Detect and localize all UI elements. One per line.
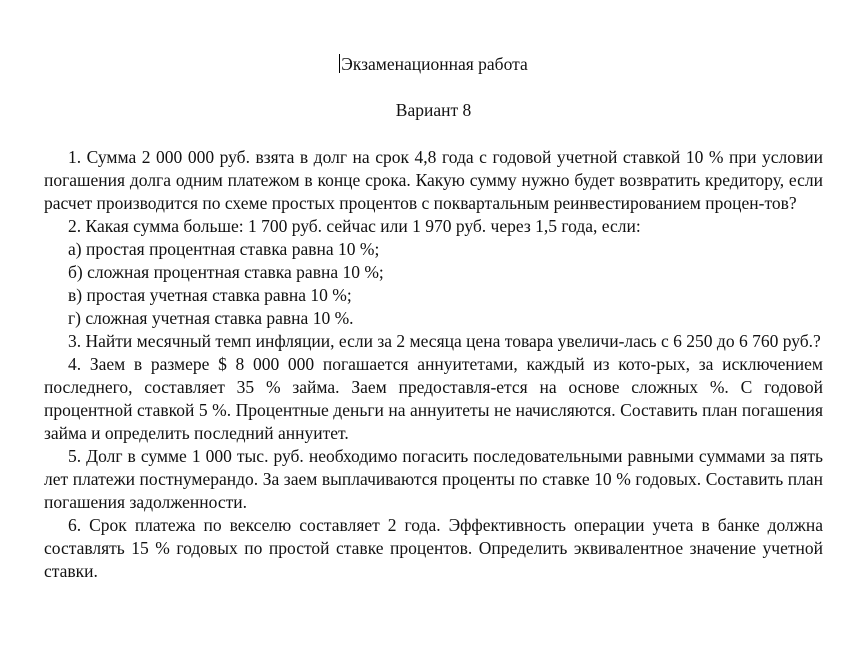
problem-5: 5. Долг в сумме 1 000 тыс. руб. необходимо погасить последовательными равными суммами за пять лет платежи постнумерандо. За заем выплачиваются проценты по ставке 10 % годовых. Составить план погашения задолженности.	[44, 446, 823, 512]
problem-3: 3. Найти месячный темп инфляции, если за 2 месяца цена товара увеличи-лась с 6 250 до 6 760 руб.?	[68, 331, 821, 351]
problem-6: 6. Срок платежа по векселю составляет 2 года. Эффективность операции учета в банке должна составлять 15 % годовых по простой ставке процентов. Определить эквивалентное значение учетной ставки.	[44, 515, 823, 581]
variant-heading: Вариант 8	[395, 100, 472, 120]
document-title	[44, 53, 823, 75]
problem-2: 2. Какая сумма больше: 1 700 руб. сейчас или 1 970 руб. через 1,5 года, если:	[68, 216, 641, 236]
document-title-text: Экзаменационная работа	[341, 54, 528, 74]
problem-2-option-c: в) простая учетная ставка равна 10 %;	[68, 285, 352, 305]
problem-4: 4. Заем в размере $ 8 000 000 погашается аннуитетами, каждый из кото-рых, за исключением последнего, составляет 35 % займа. Заем предоставля-ется на основе сложных %. С годовой процентной ставкой 5 %. Процентные деньги на аннуитеты не начисляются. Составить план погашения займа и определить последний аннуитет.	[44, 354, 823, 443]
document-body	[44, 146, 823, 583]
problem-1: 1. Сумма 2 000 000 руб. взята в долг на срок 4,8 года с годовой учетной ставкой 10 % при условии погашения долга одним платежом в конце срока. Какую сумму нужно будет возвратить кредитору, если расчет производится по схеме простых процентов с поквартальным реинвестированием процен-тов?	[44, 147, 823, 213]
problem-2-option-a: а) простая процентная ставка равна 10 %;	[68, 239, 380, 259]
problem-2-option-d: г) сложная учетная ставка равна 10 %.	[68, 308, 354, 328]
problem-2-option-b: б) сложная процентная ставка равна 10 %;	[68, 262, 384, 282]
